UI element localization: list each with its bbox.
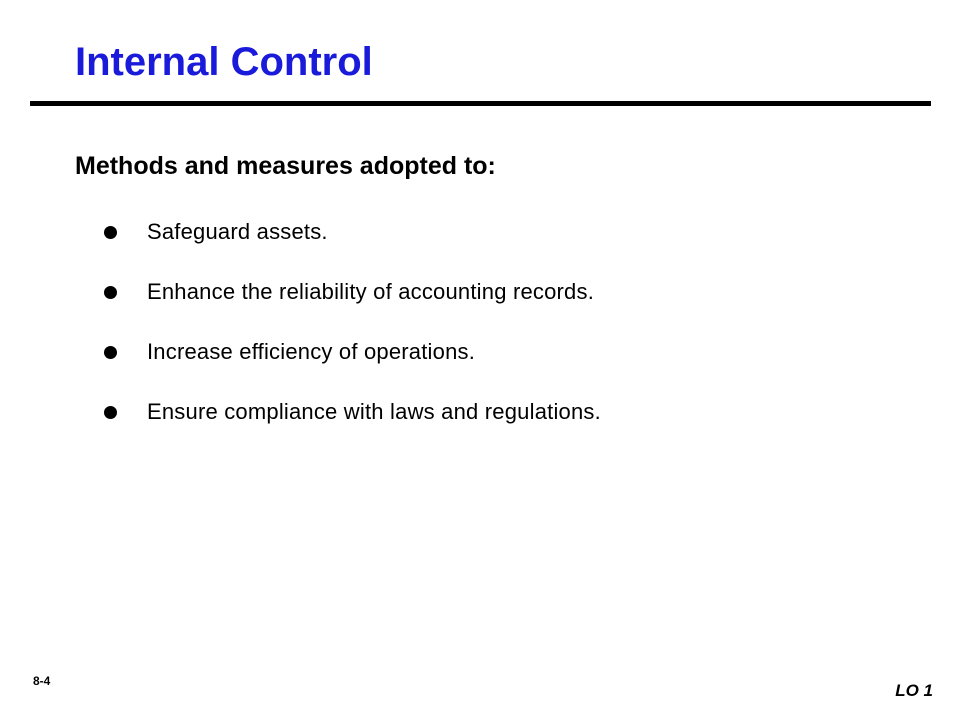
bullet-text: Safeguard assets.: [147, 219, 328, 244]
bullet-item: [0, 217, 900, 247]
subheading: Methods and measures adopted to:: [75, 152, 496, 180]
bullet-item: [0, 277, 900, 307]
slide-number: 8-4: [33, 674, 51, 688]
bullet-dot-icon: [104, 226, 117, 239]
bullet-dot-icon: [104, 406, 117, 419]
bullet-text: Ensure compliance with laws and regulations.: [147, 399, 601, 424]
learning-objective-label: LO 1: [895, 681, 933, 700]
bullet-item: [0, 337, 900, 367]
bullet-dot-icon: [104, 346, 117, 359]
bullet-dot-icon: [104, 286, 117, 299]
bullet-item: [0, 397, 900, 427]
bullet-text: Increase efficiency of operations.: [147, 339, 476, 364]
title-underline: [30, 101, 931, 106]
slide-title: Internal Control: [75, 40, 373, 84]
bullet-text: Enhance the reliability of accounting records.: [147, 279, 595, 304]
